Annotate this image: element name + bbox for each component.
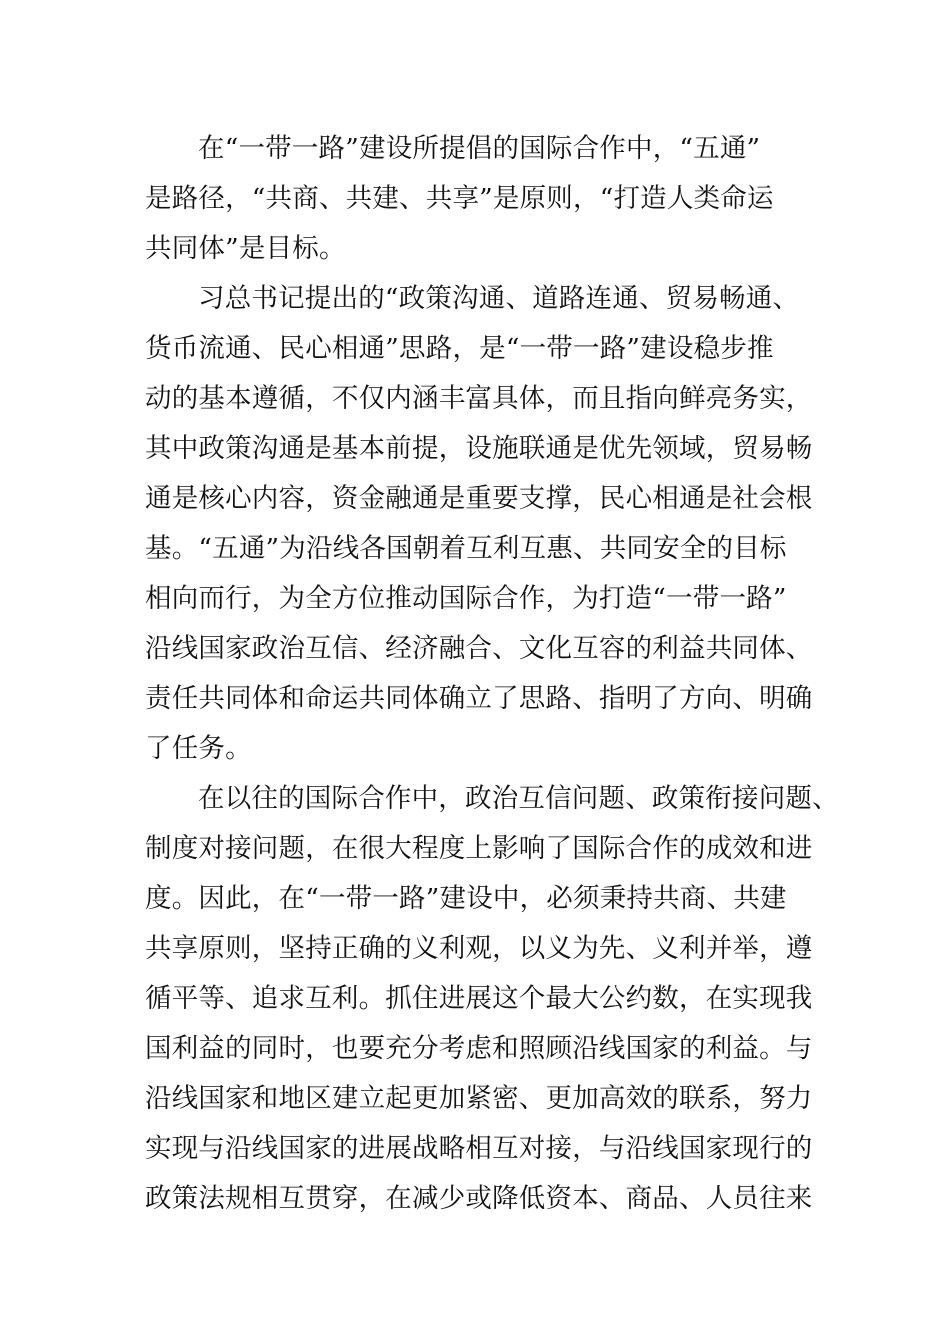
paragraph-2-line-2: 货币流通、民心相通”思路，是“一带一路”建设稳步推: [145, 333, 774, 364]
paragraph-3-line-6: 国利益的同时，也要充分考虑和照顾沿线国家的利益。与: [145, 1033, 813, 1064]
paragraph-1-line-1: 在“一带一路”建设所提倡的国际合作中，“五通”: [198, 133, 761, 164]
paragraph-1-line-3: 共同体”是目标。: [145, 233, 346, 264]
body-text: [145, 124, 839, 1224]
paragraph-2-line-9: 责任共同体和命运共同体确立了思路、指明了方向、明确: [145, 683, 813, 714]
paragraph-3-line-1: 在以往的国际合作中，政治互信问题、政策衔接问题、: [198, 783, 839, 814]
paragraph-3-line-8: 实现与沿线国家的进展战略相互对接，与沿线国家现行的: [145, 1133, 813, 1164]
paragraph-3-line-7: 沿线国家和地区建立起更加紧密、更加高效的联系，努力: [145, 1083, 813, 1114]
paragraph-2-line-1: 习总书记提出的“政策沟通、道路连通、贸易畅通、: [198, 283, 800, 314]
paragraph-3-line-3: 度。因此，在“一带一路”建设中，必须秉持共商、共建: [145, 883, 787, 914]
paragraph-2-line-4: 其中政策沟通是基本前提，设施联通是优先领域，贸易畅: [145, 433, 813, 464]
paragraph-2-line-10: 了任务。: [145, 733, 252, 764]
paragraph-3-line-4: 共享原则，坚持正确的义利观，以义为先、义利并举，遵: [145, 933, 813, 964]
paragraph-3-line-5: 循平等、追求互利。抓住进展这个最大公约数，在实现我: [145, 983, 813, 1014]
paragraph-2-line-7: 相向而行，为全方位推动国际合作，为打造“一带一路”: [145, 583, 787, 614]
paragraph-2-line-5: 通是核心内容，资金融通是重要支撑，民心相通是社会根: [145, 483, 813, 514]
paragraph-3-line-9: 政策法规相互贯穿，在减少或降低资本、商品、人员往来: [145, 1183, 813, 1214]
paragraph-2-line-3: 动的基本遵循，不仅内涵丰富具体，而且指向鲜亮务实，: [145, 383, 813, 414]
paragraph-2-line-6: 基。“五通”为沿线各国朝着互利互惠、共同安全的目标: [145, 533, 787, 564]
paragraph-2-line-8: 沿线国家政治互信、经济融合、文化互容的利益共同体、: [145, 633, 813, 664]
paragraph-1-line-2: 是路径，“共商、共建、共享”是原则，“打造人类命运: [145, 183, 774, 214]
paragraph-3-line-2: 制度对接问题，在很大程度上影响了国际合作的成效和进: [145, 833, 813, 864]
